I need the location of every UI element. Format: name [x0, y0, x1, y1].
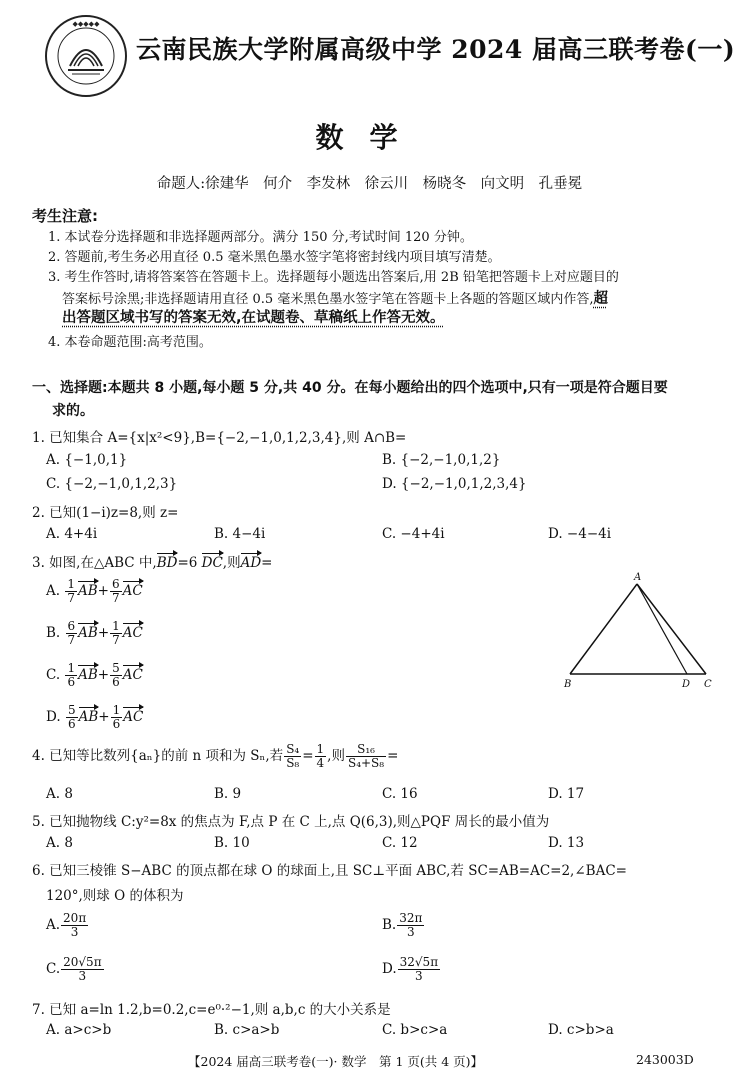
q2-option-d: D. −4−4i [548, 526, 612, 542]
notice-item-2: 2. 答题前,考生务必用直径 0.5 毫米黑色墨水签字笔将密封线内项目填写清楚。 [48, 250, 501, 265]
notice-item-4: 4. 本卷命题范围:高考范围。 [48, 335, 212, 350]
q5-option-d: D. 13 [548, 835, 585, 851]
notice-heading: 考生注意: [32, 207, 98, 225]
q2-option-b: B. 4−4i [214, 526, 266, 542]
section-heading-line2: 求的。 [52, 403, 94, 419]
section-heading-line1: 一、选择题:本题共 8 小题,每小题 5 分,共 40 分。在每小题给出的四个选项中,只有一项是符合题目要 [32, 380, 668, 396]
q1-option-b: B. {−2,−1,0,1,2} [382, 452, 501, 468]
q4-option-c: C. 16 [382, 786, 418, 802]
q2-option-c: C. −4+4i [382, 526, 445, 542]
notice-item-1: 1. 本试卷分选择题和非选择题两部分。满分 150 分,考试时间 120 分钟。 [48, 230, 473, 245]
q6-stem-line1: 6. 已知三棱锥 S−ABC 的顶点都在球 O 的球面上,且 SC⊥平面 ABC,若 SC=AB=AC=2,∠BAC= [32, 863, 627, 879]
q7-option-a: A. a>c>b [46, 1022, 112, 1038]
notice-item-3-emphasis: 出答题区域书写的答案无效,在试题卷、草稿纸上作答无效。 [62, 310, 445, 326]
page-footer: 【2024 届高三联考卷(一)· 数学 第 1 页(共 4 页)】 [188, 1054, 484, 1069]
q3-triangle-figure [560, 570, 720, 690]
q6-option-a: A. $\frac{20\pi}{3}$ [46, 911, 87, 939]
q3-option-a: A. $\frac{1}{7}$ AB+ $\frac{6}{7}$ AC [46, 577, 143, 605]
q7-option-b: B. c>a>b [214, 1022, 280, 1038]
q1-option-a: A. {−1,0,1} [46, 452, 128, 468]
q5-option-c: C. 12 [382, 835, 418, 851]
svg-text:◆◆◆◆◆: ◆◆◆◆◆ [72, 20, 100, 28]
q6-option-c: C. $\frac{20√5\pi}{3}$ [46, 955, 102, 983]
q4-option-d: D. 17 [548, 786, 585, 802]
q7-option-d: D. c>b>a [548, 1022, 614, 1038]
q5-stem: 5. 已知抛物线 C:y²=8x 的焦点为 F,点 P 在 C 上,点 Q(6,3),则△PQF 周长的最小值为 [32, 814, 550, 830]
notice-item-3b: 答案标号涂黑;非选择题请用直径 0.5 毫米黑色墨水签字笔在答题卡上各题的答题区域内作答,超 [62, 291, 608, 307]
q4-option-a: A. 8 [46, 786, 73, 802]
q7-option-c: C. b>c>a [382, 1022, 448, 1038]
q1-stem: 1. 已知集合 A={x|x²<9},B={−2,−1,0,1,2,3,4},则 A∩B= [32, 430, 407, 446]
q6-stem-line2: 120°,则球 O 的体积为 [46, 888, 184, 904]
school-logo-seal [44, 14, 128, 98]
q6-option-d: D. $\frac{32√5\pi}{3}$ [382, 955, 439, 983]
q3-stem: 3. 如图,在△ABC 中,BD=6 DC,则AD= [32, 555, 273, 571]
paper-code: 243003D [636, 1052, 694, 1067]
authors-line: 命题人:徐建华 何介 李发林 徐云川 杨晓冬 向文明 孔垂冕 [156, 176, 583, 192]
fig-label-c: C [704, 679, 712, 690]
q4-stem: 4. 已知等比数列{aₙ}的前 n 项和为 Sₙ,若 $\frac{\text{S₄}}{\text{S₈}}$ = $\frac{1}{4}$ ,则 $\frac{\text{S₁₆}}{\text{S₄+S₈}}$ = [32, 742, 399, 770]
q5-option-b: B. 10 [214, 835, 250, 851]
subject-title: 数学 [315, 121, 424, 154]
q5-option-a: A. 8 [46, 835, 73, 851]
q2-option-a: A. 4+4i [46, 526, 98, 542]
q3-option-b: B. $\frac{6}{7}$ AB+ $\frac{1}{7}$ AC [46, 619, 143, 647]
q1-option-c: C. {−2,−1,0,1,2,3} [46, 476, 178, 492]
q3-option-d: D. $\frac{5}{6}$ AB+ $\frac{1}{6}$ AC [46, 703, 144, 731]
q3-option-c: C. $\frac{1}{6}$ AB+ $\frac{5}{6}$ AC [46, 661, 143, 689]
fig-label-b: B [564, 679, 572, 690]
q2-stem: 2. 已知(1−i)z=8,则 z= [32, 505, 179, 521]
exam-title: 云南民族大学附属高级中学 2024 届高三联考卷(一) [136, 35, 736, 64]
fig-label-d: D [682, 679, 691, 690]
q4-option-b: B. 9 [214, 786, 242, 802]
q1-option-d: D. {−2,−1,0,1,2,3,4} [382, 476, 527, 492]
q7-stem: 7. 已知 a=ln 1.2,b=0.2,c=e⁰·²−1,则 a,b,c 的大小关系是 [32, 1002, 391, 1018]
q6-option-b: B. $\frac{32\pi}{3}$ [382, 911, 423, 939]
notice-item-3a: 3. 考生作答时,请将答案答在答题卡上。选择题每小题选出答案后,用 2B 铅笔把答题卡上对应题目的 [48, 270, 619, 285]
fig-label-a: A [634, 572, 642, 583]
